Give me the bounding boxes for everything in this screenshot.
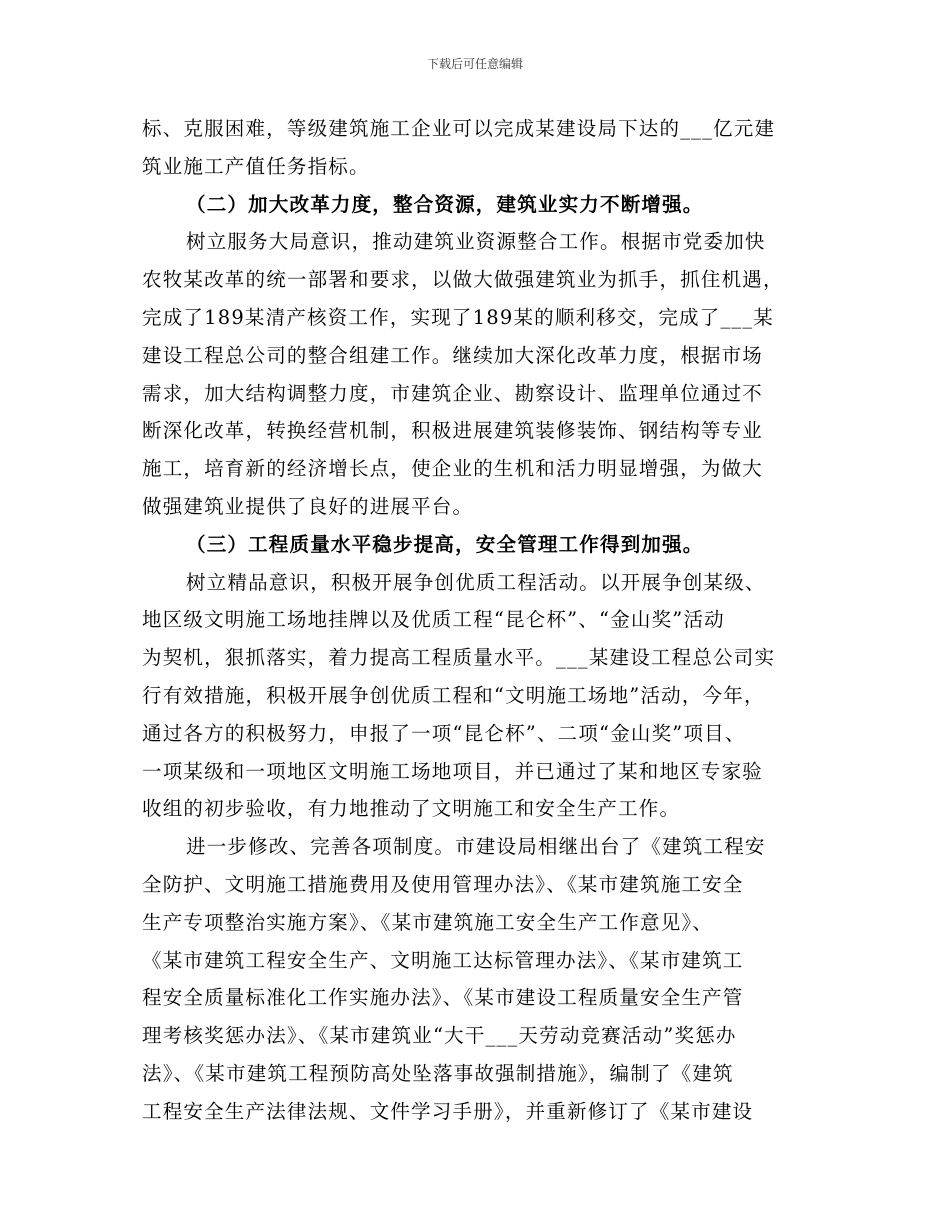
paragraph-start: 树立服务大局意识，推动建筑业资源整合工作。根据市党委加快	[186, 230, 766, 254]
text-line: 一项某级和一项地区文明施工场地项目，并已通过了某和地区专家验	[142, 759, 764, 783]
text-line: 工程安全生产法律法规、文件学习手册》，并重新修订了《某市建设	[142, 1099, 754, 1123]
text-line: 程安全质量标准化工作实施办法》、《某市建设工程质量安全生产管	[142, 986, 744, 1010]
section-heading: （三）工程质量水平稳步提高，安全管理工作得到加强。	[186, 532, 704, 556]
paragraph-start: 树立精品意识，积极开展争创优质工程活动。以开展争创某级、	[186, 570, 766, 594]
section-heading: （二）加大改革力度，整合资源，建筑业实力不断增强。	[186, 192, 704, 216]
text-line: 农牧某改革的统一部署和要求，以做大做强建筑业为抓手，抓住机遇，	[142, 268, 784, 292]
text-line: 建设工程总公司的整合组建工作。继续加大深化改革力度，根据市场	[142, 343, 764, 367]
document-body	[142, 110, 810, 1131]
text-line: 《某市建筑工程安全生产、文明施工达标管理办法》、《某市建筑工	[142, 948, 744, 972]
text-line: 地区级文明施工场地挂牌以及优质工程“昆仑杯”、“金山奖”活动	[142, 608, 725, 632]
paragraph-start: 进一步修改、完善各项制度。市建设局相继出台了《建筑工程安	[186, 835, 766, 859]
text-line: 施工，培育新的经济增长点，使企业的生机和活力明显增强，为做大	[142, 457, 764, 481]
text-line: 筑业施工产值任务指标。	[142, 154, 370, 178]
text-line: 理考核奖惩办法》、《某市建筑业“大干___天劳动竞赛活动”奖惩办	[142, 1024, 737, 1048]
text-line: 法》、《某市建筑工程预防高处坠落事故强制措施》，编制了《建筑	[142, 1061, 734, 1085]
text-line: 全防护、文明施工措施费用及使用管理办法》、《某市建筑施工安全	[142, 872, 744, 896]
text-line: 为契机，狠抓落实，着力提高工程质量水平。___某建设工程总公司实	[142, 646, 776, 670]
text-line: 需求，加大结构调整力度，市建筑企业、勘察设计、监理单位通过不	[142, 381, 764, 405]
text-line: 完成了189某清产核资工作，实现了189某的顺利移交，完成了___某	[142, 305, 774, 329]
text-line: 通过各方的积极努力，申报了一项“昆仑杯”、二项“金山奖”项目、	[142, 721, 746, 745]
text-line: 断深化改革，转换经营机制，积极进展建筑装修装饰、钢结构等专业	[142, 419, 764, 443]
page-header: 下载后可任意编辑	[426, 57, 523, 71]
text-line: 行有效措施，积极开展争创优质工程和“文明施工场地”活动，今年，	[142, 683, 765, 707]
text-line: 收组的初步验收，有力地推动了文明施工和安全生产工作。	[142, 797, 681, 821]
text-line: 生产专项整治实施方案》、《某市建筑施工安全生产工作意见》、	[142, 910, 714, 934]
text-line: 做强建筑业提供了良好的进展平台。	[142, 494, 474, 518]
text-line: 标、克服困难，等级建筑施工企业可以完成某建设局下达的___亿元建	[142, 117, 776, 140]
